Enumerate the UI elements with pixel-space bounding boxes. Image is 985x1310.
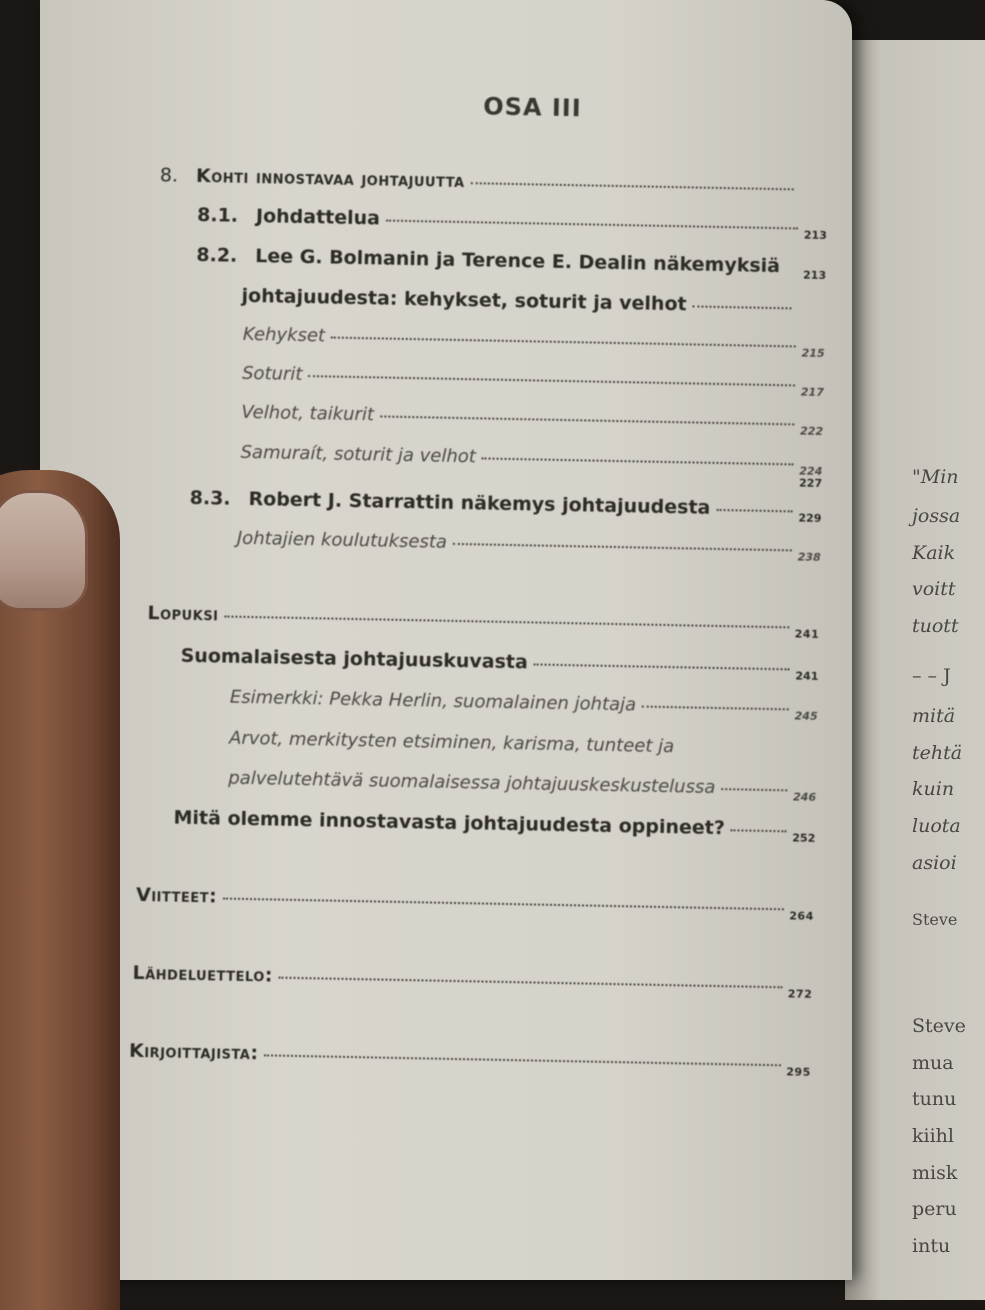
toc-page-number: 252 <box>792 831 816 845</box>
right-page-fragment: tunu <box>912 1088 957 1110</box>
toc-page-number: 241 <box>795 669 819 683</box>
toc-subentry <box>241 362 824 399</box>
toc-title: Samuraít, soturit ja velhot <box>240 441 477 468</box>
right-page-fragment: asioi <box>912 852 957 874</box>
toc-title: Soturit <box>241 362 303 385</box>
toc-title: Johdattelua <box>255 205 381 230</box>
toc-page-number: 264 <box>789 909 814 923</box>
leader-dots <box>716 508 792 512</box>
toc-page-number: 246 <box>792 790 817 804</box>
leader-dots <box>331 336 796 348</box>
toc-page-number: 222 <box>800 424 824 438</box>
right-page-fragment: misk <box>912 1162 958 1184</box>
toc-entry <box>196 243 827 282</box>
toc-title: Mitä olemme innostavasta johtajuudesta oppineet? <box>173 806 726 840</box>
part-heading: OSA III <box>483 92 582 123</box>
toc-page-number: 245 <box>794 709 818 723</box>
thumbnail-nail <box>0 490 88 611</box>
toc-page-number: 295 <box>786 1065 811 1079</box>
toc-subentry <box>228 767 817 804</box>
leader-dots <box>471 181 794 190</box>
toc-page-number: 227 <box>799 476 823 490</box>
toc-page-number: 215 <box>801 346 825 360</box>
right-page-fragment: Steve <box>912 910 958 929</box>
toc-title: Velhot, taikurit <box>241 401 375 426</box>
toc-page-number: 229 <box>798 511 822 525</box>
leader-dots <box>279 976 782 989</box>
leader-dots <box>731 828 787 832</box>
toc-page-number: 213 <box>803 228 827 243</box>
toc-title: palvelutehtävä suomalaisessa johtajuuskeskustelussa <box>228 767 716 798</box>
right-page-fragment: mitä <box>912 705 956 727</box>
leader-dots <box>482 456 794 465</box>
toc-entry <box>180 644 819 683</box>
toc-title: johtajuudesta: kehykset, soturit ja velhot <box>241 284 687 316</box>
toc-title: Arvot, merkitysten etsiminen, karisma, tunteet ja <box>228 727 675 758</box>
toc-chapter <box>128 1039 811 1079</box>
toc-entry-continuation <box>241 285 797 318</box>
right-page-fragment: tuott <box>912 615 959 637</box>
right-page-fragment: kiihl <box>912 1125 954 1147</box>
toc-page-number: 238 <box>797 550 821 564</box>
leader-dots <box>721 787 787 791</box>
toc-title: Suomalaisesta johtajuuskuvasta <box>180 644 529 674</box>
toc-page-number: 213 <box>803 268 827 282</box>
toc-number: 8.3. <box>189 486 231 510</box>
toc-chapter <box>135 883 814 923</box>
toc-title: Viitteet: <box>135 883 218 908</box>
leader-dots <box>534 662 790 670</box>
toc-entry <box>196 203 827 243</box>
toc-entry <box>189 486 822 525</box>
toc-page-number: 224 <box>799 464 823 478</box>
leader-dots <box>386 219 798 230</box>
toc-title: Johtajien koulutuksesta <box>236 527 448 553</box>
leader-dots <box>453 542 792 552</box>
leader-dots <box>224 615 788 629</box>
toc-title: Esimerkki: Pekka Herlin, suomalainen johtaja <box>229 686 637 716</box>
toc-subentry <box>236 527 821 564</box>
toc-entry <box>173 806 816 845</box>
leader-dots <box>264 1053 780 1066</box>
right-page-fragment: kuin <box>912 778 955 800</box>
toc-title: Kohti innostavaa johtajuutta <box>195 164 465 193</box>
leader-dots <box>380 414 794 425</box>
leader-dots <box>693 304 792 309</box>
toc-page-number: 217 <box>800 385 824 399</box>
toc-title: Lopuksi <box>147 602 219 626</box>
right-page-fragment: voitt <box>912 578 956 600</box>
toc-number: 8. <box>159 164 179 187</box>
right-page-fragment: tehtä <box>912 742 963 764</box>
toc-number: 8.1. <box>196 203 239 227</box>
toc-title: Lee G. Bolmanin ja Terence E. Dealin näkemyksiä <box>255 245 781 278</box>
toc-subentry <box>229 686 818 723</box>
right-page-fragment: – – J <box>912 665 951 687</box>
leader-dots <box>223 897 783 911</box>
toc-title: Kehykset <box>242 323 326 347</box>
leader-dots <box>642 705 789 711</box>
toc-title: Robert J. Starrattin näkemys johtajuudesta <box>248 487 711 519</box>
toc-chapter <box>132 961 813 1001</box>
toc-title: Lähdeluettelo: <box>132 961 274 987</box>
toc-subentry <box>229 728 817 760</box>
toc-chapter <box>160 164 800 198</box>
toc-page-number: 241 <box>794 627 820 641</box>
right-page-fragment: "Min <box>912 466 959 488</box>
toc-subentry <box>241 401 824 438</box>
toc-page-number: 272 <box>787 987 813 1001</box>
toc-number: 8.2. <box>196 243 238 267</box>
right-page-fragment: Steve <box>912 1015 966 1037</box>
right-page-fragment: mua <box>912 1052 954 1074</box>
right-page-fragment: intu <box>912 1235 951 1257</box>
right-page-fragment: Kaik <box>912 542 956 564</box>
right-page-fragment: jossa <box>912 505 961 527</box>
leader-dots <box>308 374 795 386</box>
right-page-fragment: peru <box>912 1198 957 1220</box>
right-page-fragment: luota <box>912 815 961 837</box>
toc-title: Kirjoittajista: <box>128 1039 259 1065</box>
toc-subentry <box>242 323 825 360</box>
toc-chapter <box>147 602 820 641</box>
